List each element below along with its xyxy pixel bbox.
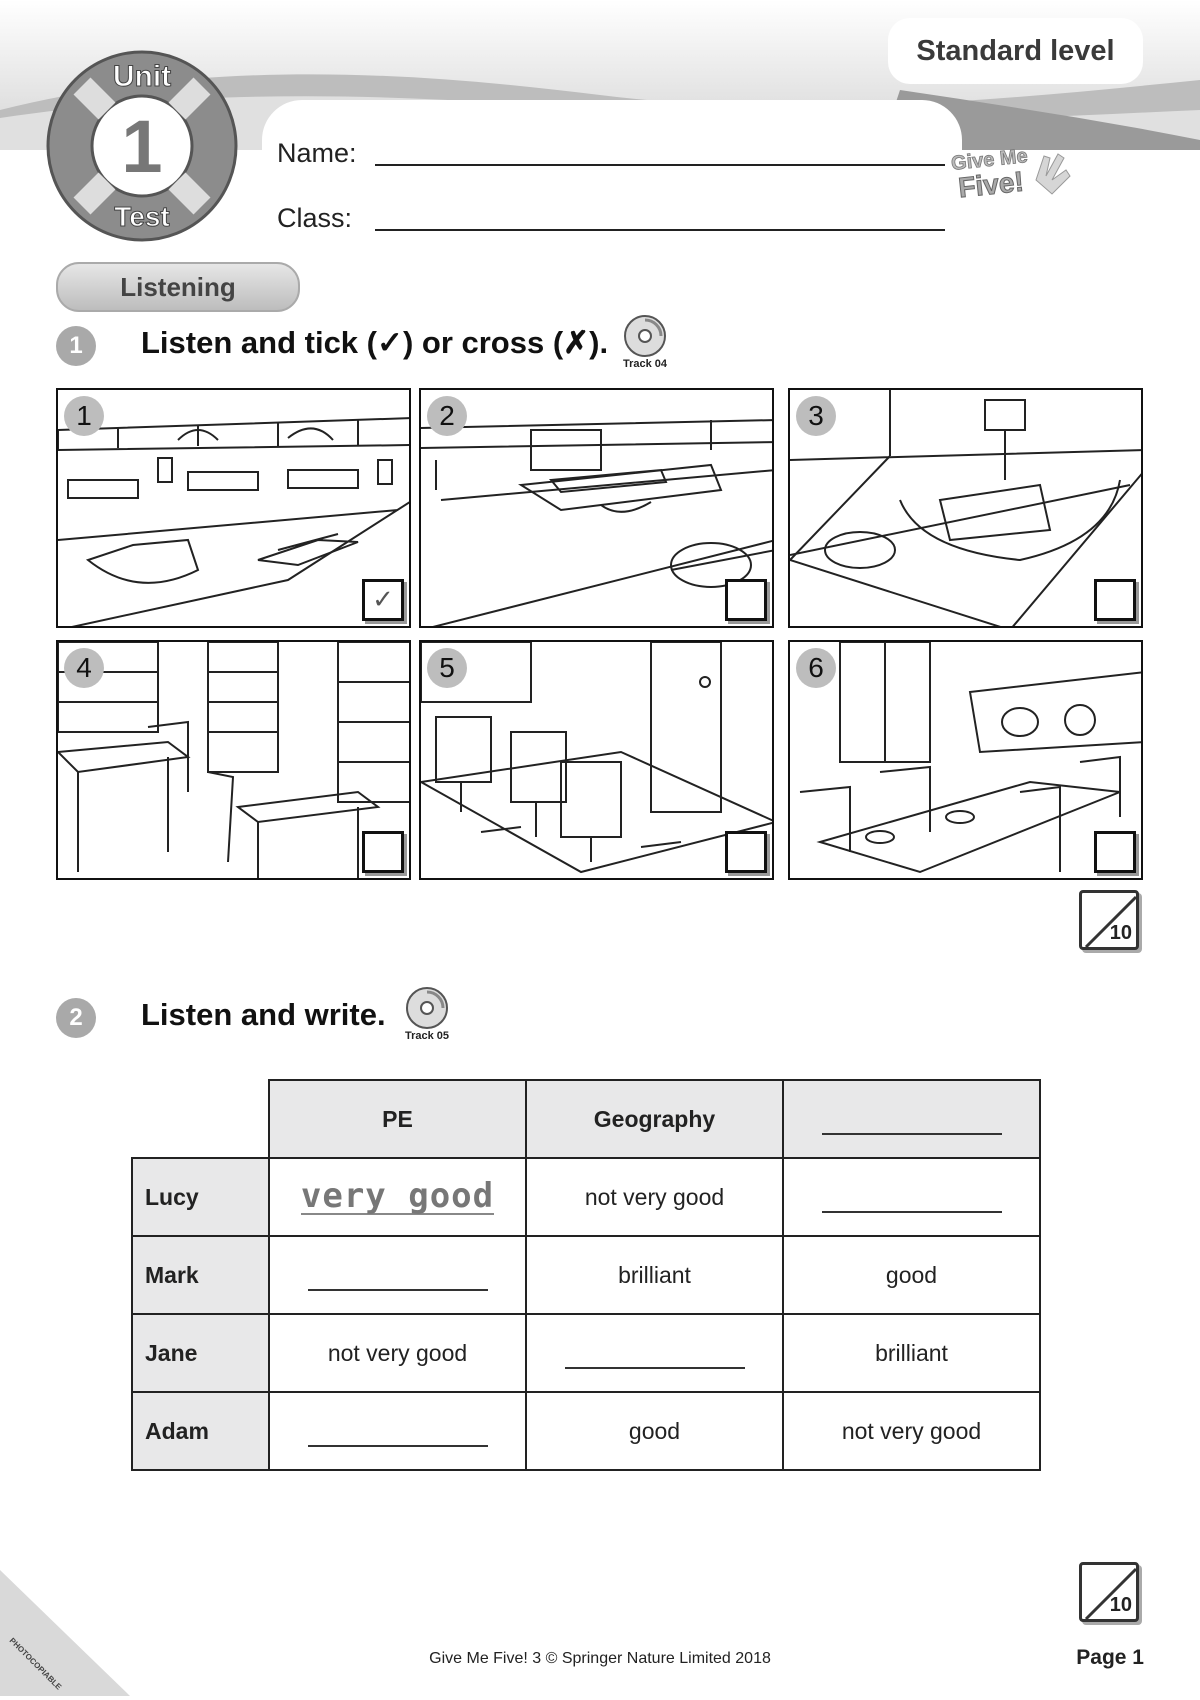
example-answer: very good xyxy=(300,1176,495,1216)
name-panel xyxy=(262,100,962,250)
picture-5 xyxy=(419,640,774,880)
exercise-1-title: Listen and tick (✓) or cross (✗). xyxy=(141,325,609,360)
row-header-lucy: Lucy xyxy=(132,1158,269,1236)
exercise-2-score-total: 10 xyxy=(1109,1594,1132,1616)
table-row xyxy=(132,1314,1040,1392)
cell-adam-third: not very good xyxy=(783,1392,1040,1470)
column-header-geography: Geography xyxy=(526,1080,783,1158)
table-header-row xyxy=(132,1080,1040,1158)
answer-blank[interactable] xyxy=(822,1103,1002,1135)
name-label: Name: xyxy=(277,138,357,168)
picture-6-number: 6 xyxy=(796,648,836,688)
table-row xyxy=(132,1392,1040,1470)
table-row xyxy=(132,1236,1040,1314)
exercise-2-number: 2 xyxy=(56,998,96,1038)
picture-2-number: 2 xyxy=(427,396,467,436)
exercise-2-title: Listen and write. xyxy=(141,997,386,1032)
cell-mark-third: good xyxy=(783,1236,1040,1314)
picture-1-answer-box[interactable]: ✓ xyxy=(362,579,404,621)
picture-6 xyxy=(788,640,1143,880)
exercise-1-score-total: 10 xyxy=(1109,922,1132,944)
picture-3 xyxy=(788,388,1143,628)
cell-jane-pe: not very good xyxy=(269,1314,526,1392)
badge-test-text: Test xyxy=(114,201,170,232)
track-04-label: Track 04 xyxy=(622,358,668,370)
give-me-five-logo xyxy=(948,136,1078,216)
picture-4 xyxy=(56,640,411,880)
svg-text:Five!: Five! xyxy=(956,165,1026,204)
picture-1-number: 1 xyxy=(64,396,104,436)
page-number: Page 1 xyxy=(1076,1646,1144,1669)
cell-adam-geography: good xyxy=(526,1392,783,1470)
copyright-footer: Give Me Five! 3 © Springer Nature Limited 2018 xyxy=(429,1650,771,1667)
svg-text:Give Me: Give Me xyxy=(950,145,1029,175)
column-header-blank[interactable] xyxy=(783,1080,1040,1158)
column-header-pe: PE xyxy=(269,1080,526,1158)
picture-5-number: 5 xyxy=(427,648,467,688)
track-05-cd[interactable] xyxy=(382,986,472,1046)
cell-lucy-blank[interactable] xyxy=(783,1158,1040,1236)
section-listening: Listening xyxy=(56,262,300,312)
photocopiable-corner xyxy=(0,1570,130,1696)
exercise-1-score-box[interactable] xyxy=(1079,890,1139,950)
picture-6-answer-box[interactable] xyxy=(1094,831,1136,873)
picture-3-answer-box[interactable] xyxy=(1094,579,1136,621)
cell-mark-geography: brilliant xyxy=(526,1236,783,1314)
badge-unit-text: Unit xyxy=(112,60,172,93)
picture-5-answer-box[interactable] xyxy=(725,831,767,873)
cell-lucy-geography: not very good xyxy=(526,1158,783,1236)
picture-4-answer-box[interactable] xyxy=(362,831,404,873)
badge-number: 1 xyxy=(121,105,163,188)
row-header-mark: Mark xyxy=(132,1236,269,1314)
table-row xyxy=(132,1158,1040,1236)
cell-jane-geography[interactable] xyxy=(526,1314,783,1392)
picture-2-answer-box[interactable] xyxy=(725,579,767,621)
table-corner xyxy=(132,1080,269,1158)
level-label: Standard level xyxy=(888,18,1143,84)
picture-1 xyxy=(56,388,411,628)
name-field[interactable] xyxy=(375,164,945,166)
answer-blank[interactable] xyxy=(308,1415,488,1447)
track-04-cd[interactable] xyxy=(600,314,690,374)
class-field[interactable] xyxy=(375,229,945,231)
cell-lucy-pe xyxy=(269,1158,526,1236)
cell-jane-third: brilliant xyxy=(783,1314,1040,1392)
picture-2 xyxy=(419,388,774,628)
class-label: Class: xyxy=(277,203,353,233)
unit-badge xyxy=(42,46,242,246)
row-header-adam: Adam xyxy=(132,1392,269,1470)
answer-blank[interactable] xyxy=(822,1181,1002,1213)
answer-blank[interactable] xyxy=(308,1259,488,1291)
cell-adam-pe[interactable] xyxy=(269,1392,526,1470)
row-header-jane: Jane xyxy=(132,1314,269,1392)
exercise-2-score-box[interactable] xyxy=(1079,1562,1139,1622)
picture-3-number: 3 xyxy=(796,396,836,436)
subjects-table xyxy=(131,1079,1041,1471)
exercise-1-number: 1 xyxy=(56,326,96,366)
photocopiable-label: PHOTOCOPIABLE xyxy=(7,1636,64,1692)
track-05-label: Track 05 xyxy=(404,1030,450,1042)
answer-blank[interactable] xyxy=(565,1337,745,1369)
picture-4-number: 4 xyxy=(64,648,104,688)
cell-mark-pe[interactable] xyxy=(269,1236,526,1314)
